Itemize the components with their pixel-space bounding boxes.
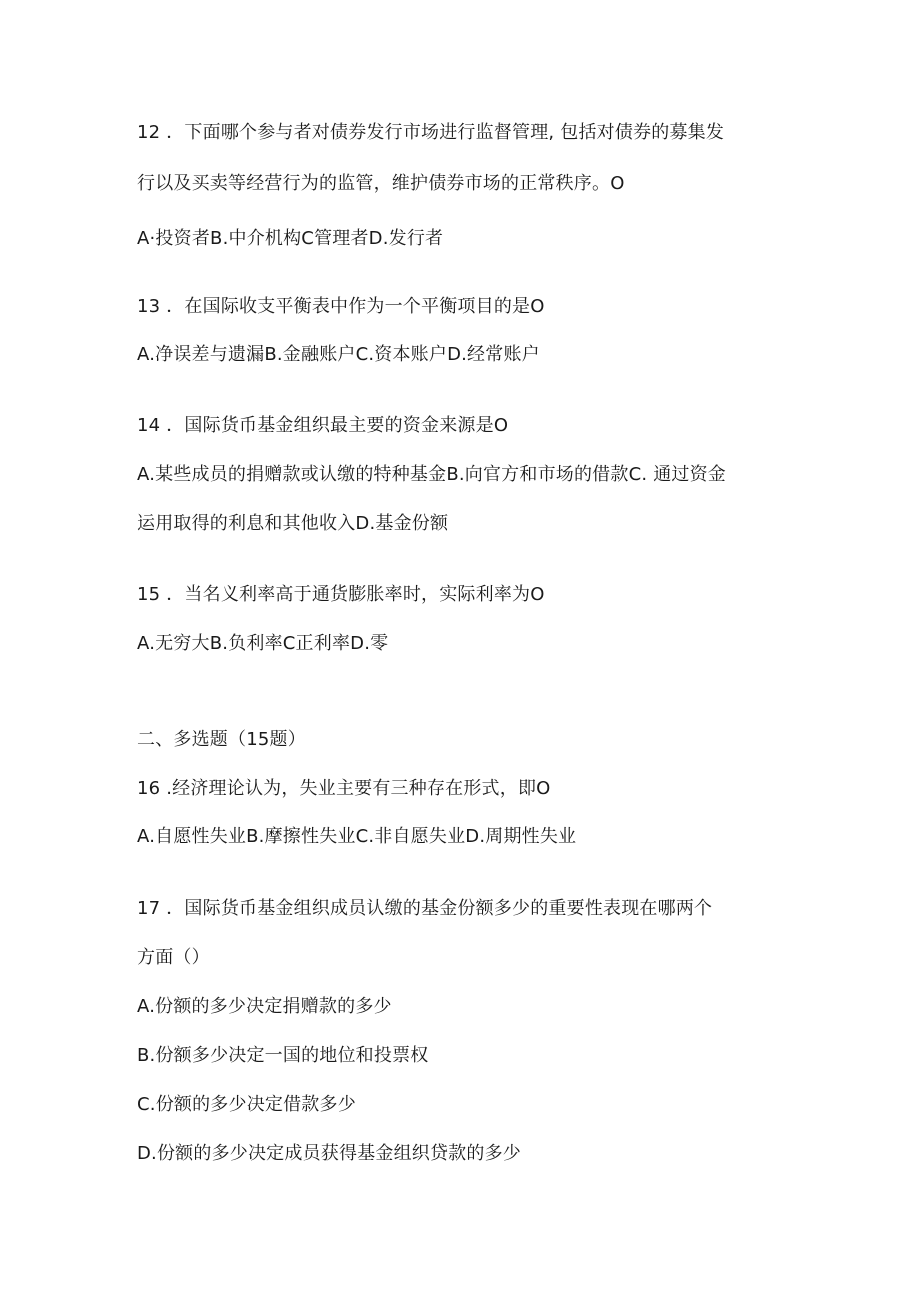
q16-options: A.自愿性失业B.摩擦性失业C.非自愿失业D.周期性失业 — [137, 826, 577, 847]
q17-option-c: C.份额的多少决定借款多少 — [137, 1094, 356, 1115]
q17-option-a: A.份额的多少决定捐赠款的多少 — [137, 996, 392, 1017]
q15-line1: 15 ．当名义利率高于通货膨胀率时，实际利率为O — [137, 584, 545, 605]
q17-line2: 方面（） — [137, 947, 210, 968]
section-heading: 二、多选题（15题） — [137, 729, 306, 750]
q15-options: A.无穷大B.负利率C正利率D.零 — [137, 633, 389, 654]
q13-line1: 13 ．在国际收支平衡表中作为一个平衡项目的是O — [137, 296, 545, 317]
q14-options-line2: 运用取得的利息和其他收入D.基金份额 — [137, 513, 449, 534]
q12-options: A·投资者B.中介机构C管理者D.发行者 — [137, 228, 444, 249]
q17-option-b: B.份额多少决定一国的地位和投票权 — [137, 1045, 429, 1066]
q17-line1: 17 ．国际货币基金组织成员认缴的基金份额多少的重要性表现在哪两个 — [137, 898, 713, 919]
q14-options-line1: A.某些成员的捐赠款或认缴的特种基金B.向官方和市场的借款C. 通过资金 — [137, 464, 726, 485]
q13-options: A.净误差与遗漏B.金融账户C.资本账户D.经常账户 — [137, 344, 540, 365]
q17-option-d: D.份额的多少决定成员获得基金组织贷款的多少 — [137, 1143, 521, 1164]
q14-line1: 14 ．国际货币基金组织最主要的资金来源是O — [137, 415, 509, 436]
q16-line1: 16 .经济理论认为，失业主要有三种存在形式，即O — [137, 778, 551, 799]
q12-line1: 12 ．下面哪个参与者对债券发行市场进行监督管理, 包括对债券的募集发 — [137, 122, 725, 143]
q12-line2: 行以及买卖等经营行为的监管，维护债券市场的正常秩序。O — [137, 173, 625, 194]
